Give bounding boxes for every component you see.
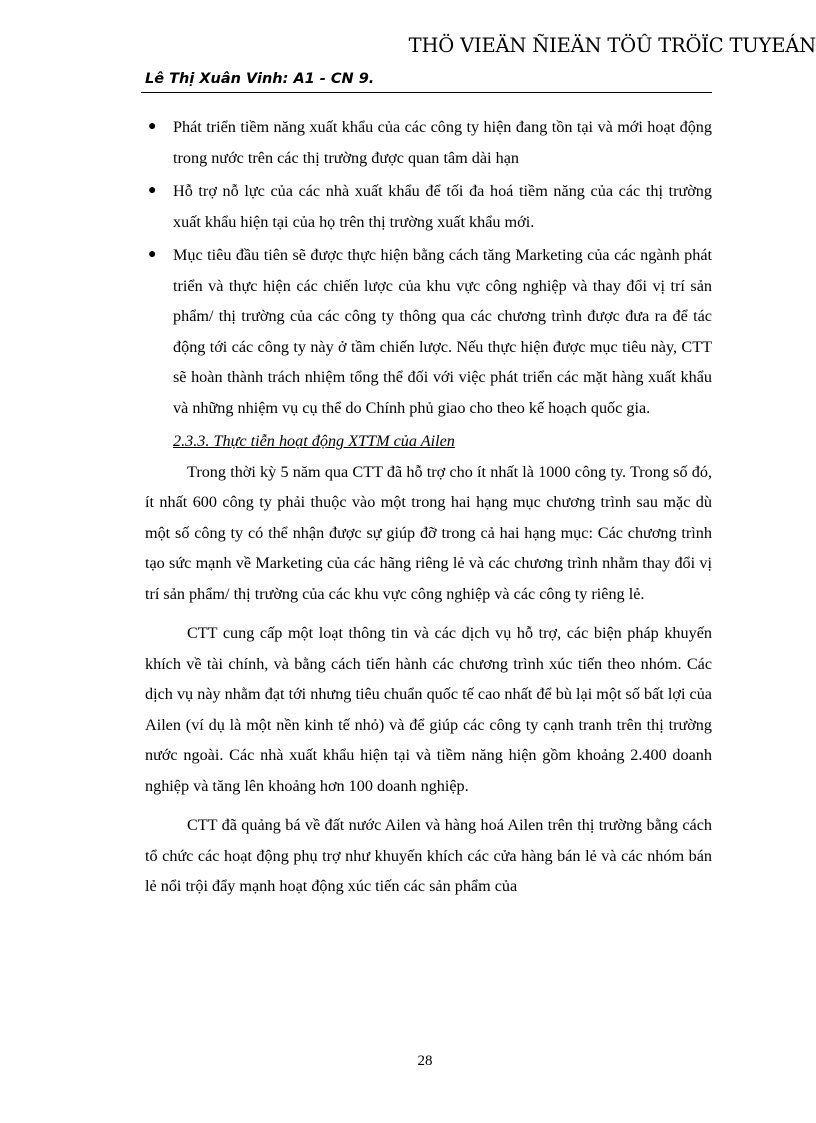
page-number: 28 — [417, 1053, 433, 1069]
bullet-item — [145, 240, 712, 423]
bullet-dot-icon: ● — [148, 119, 157, 134]
bullet-text: Mục tiêu đầu tiên sẽ được thực hiện bằng cách tăng Marketing của các ngành phát triển và thực hiện các chiến lược của khu vực công nghiệp và thay đổi vị trí sản phẩm/ thị trường của các công ty thông qua các chương trình được đưa ra để tác động tới các công ty này ở tầm chiến lược. Nếu thực hiện được mục tiêu này, CTT sẽ hoàn thành trách nhiệm tổng thể đối với việc phát triển các mặt hàng xuất khẩu và những nhiệm vụ cụ thể do Chính phủ giao cho theo kế hoạch quốc gia. — [173, 246, 712, 417]
bullet-list — [145, 112, 712, 423]
watermark-header: THÖ VIEÄN ÑIEÄN TÖÛ TRÖÏC TUYEÁN — [408, 34, 816, 57]
page-body — [145, 112, 712, 911]
bullet-dot-icon: ● — [148, 247, 157, 262]
body-paragraph: Trong thời kỳ 5 năm qua CTT đã hỗ trợ cho ít nhất là 1000 công ty. Trong số đó, ít nhất 600 công ty phải thuộc vào một trong hai hạng mục chương trình sau mặc dù một số công ty có thể nhận được sự giúp đỡ trong cả hai hạng mục: Các chương trình tạo sức mạnh về Marketing của các hãng riêng lẻ và các chương trình nhằm thay đổi vị trí sản phẩm/ thị trường của các khu vực công nghiệp và các công ty riêng lẻ. — [145, 462, 712, 603]
author-line: Lê Thị Xuân Vinh: A1 - CN 9. — [145, 71, 375, 87]
bullet-item — [145, 112, 712, 173]
bullet-item — [145, 176, 712, 237]
header-rule — [141, 92, 712, 93]
bullet-dot-icon: ● — [148, 183, 157, 198]
body-paragraph: CTT đã quảng bá về đất nước Ailen và hàng hoá Ailen trên thị trường bằng cách tổ chức các hoạt động phụ trợ như khuyến khích các cửa hàng bán lẻ và các nhóm bán lẻ nổi trội đẩy mạnh hoạt động xúc tiến các sản phẩm của — [145, 816, 712, 895]
body-paragraph: CTT cung cấp một loạt thông tin và các dịch vụ hỗ trợ, các biện pháp khuyến khích về tài chính, và bằng cách tiến hành các chương trình xúc tiến theo nhóm. Các dịch vụ này nhằm đạt tới nhưng tiêu chuẩn quốc tế cao nhất để bù lại một số bất lợi của Ailen (ví dụ là một nền kinh tế nhỏ) và để giúp các công ty cạnh tranh trên thị trường nước ngoài. Các nhà xuất khẩu hiện tại và tiềm năng hiện gồm khoảng 2.400 doanh nghiệp và tăng lên khoảng hơn 100 doanh nghiệp. — [145, 624, 712, 795]
bullet-text: Hỗ trợ nỗ lực của các nhà xuất khẩu để tối đa hoá tiềm năng của các thị trường xuất khẩu hiện tại của họ trên thị trường xuất khẩu mới. — [173, 182, 712, 231]
section-heading: 2.3.3. Thực tiễn hoạt động XTTM của Ailen — [173, 432, 455, 450]
bullet-text: Phát triển tiềm năng xuất khẩu của các công ty hiện đang tồn tại và mới hoạt động trong nước trên các thị trường được quan tâm dài hạn — [173, 118, 712, 167]
